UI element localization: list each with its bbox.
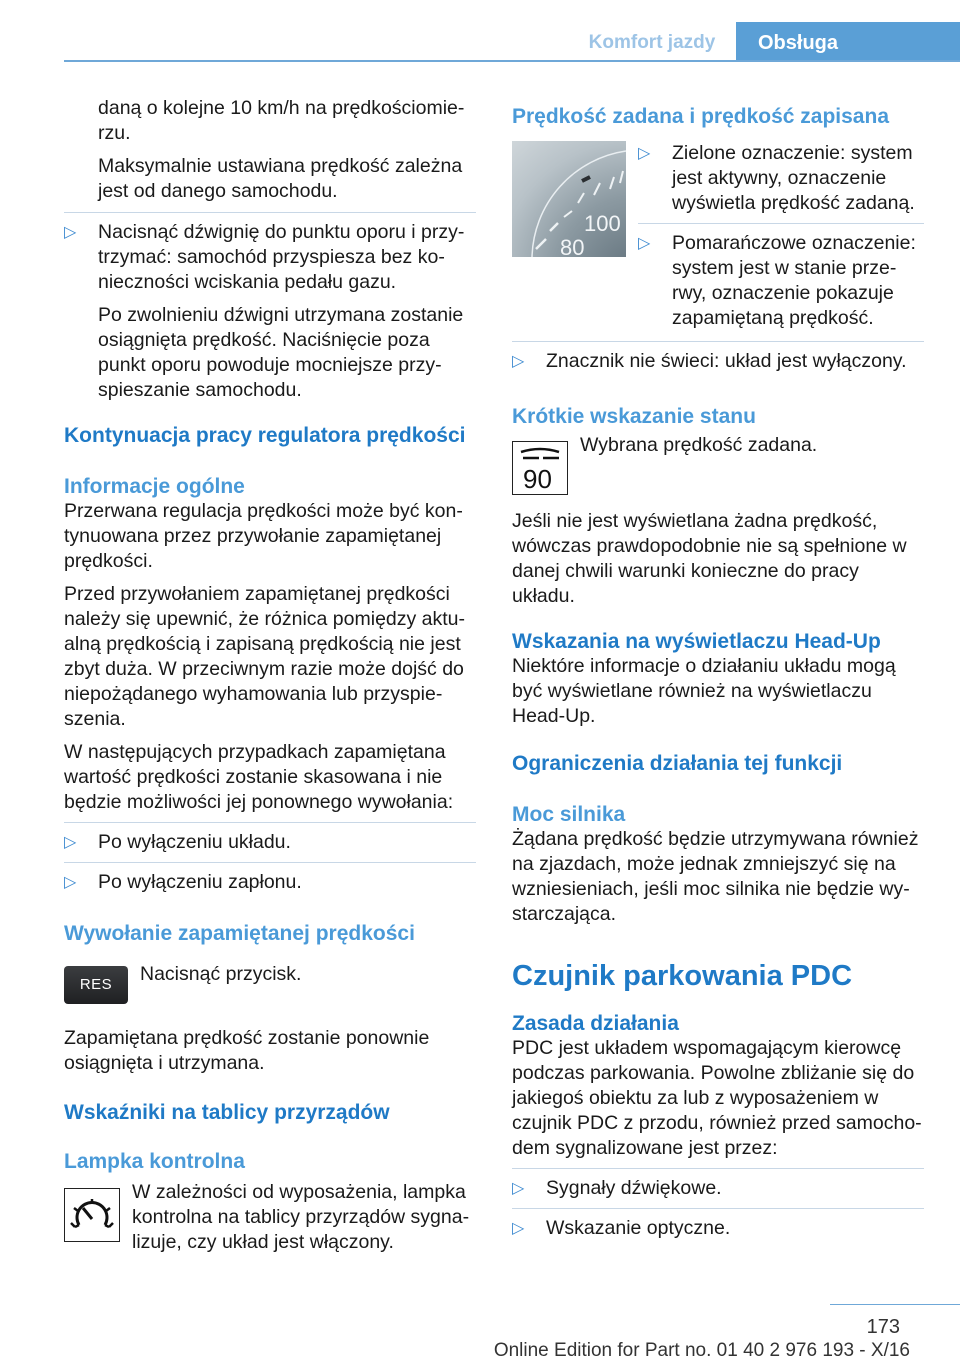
footer-edition: Online Edition for Part no. 01 40 2 976 193 - X/16	[493, 1340, 910, 1361]
list-separator	[638, 223, 924, 224]
triangle-bullet-icon: ▷	[64, 874, 77, 891]
list-item-text: Zielone oznaczenie: system jest aktywny, oznaczenie wyświetla prędkość zadaną.	[672, 142, 915, 214]
list-item	[64, 220, 476, 403]
paragraph: Przerwana regulacja prędkości może być kontynuowana przez przywołanie zapamiętanej prędkości.	[64, 500, 463, 572]
res-text: Nacisnąć przycisk.	[140, 963, 302, 985]
triangle-bullet-icon: ▷	[638, 235, 651, 252]
triangle-bullet-icon: ▷	[64, 224, 77, 241]
heading-informacje: Informacje ogólne	[64, 475, 245, 498]
triangle-bullet-icon: ▷	[638, 145, 651, 162]
list-item	[512, 1176, 924, 1201]
heading-zasada: Zasada działania	[512, 1012, 679, 1035]
list-item-text: Po wyłączeniu układu.	[98, 831, 291, 853]
list-item	[638, 231, 924, 331]
heading-pdc: Czujnik parkowania PDC	[512, 960, 853, 992]
paragraph: Zapamiętana prędkość zostanie ponownie osiągnięta i utrzymana.	[64, 1027, 430, 1074]
paragraph: Żądana prędkość będzie utrzymywana również na zjazdach, może jednak zmniejszyć się na wzniesieniach, jeśli moc silnika nie będzie wystarczająca.	[512, 828, 919, 925]
paragraph: Jeśli nie jest wyświetlana żadna prędkość, wówczas prawdopodobnie nie są spełnione w danej chwili warunki konieczne do pracy układu.	[512, 510, 907, 607]
heading-wywolanie: Wywołanie zapamiętanej prędkości	[64, 922, 415, 945]
heading-lampka: Lampka kontrolna	[64, 1150, 245, 1173]
paragraph: Maksymalnie ustawiana prędkość zależna jest od danego samochodu.	[98, 155, 463, 202]
list-separator	[64, 822, 476, 823]
triangle-bullet-icon: ▷	[512, 1220, 525, 1237]
list-item-text: Pomarańczowe oznaczenie: system jest w stanie przerwy, oznaczenie pokazuje zapamiętaną prędkość.	[672, 232, 916, 329]
cruise-control-lamp-icon	[64, 1188, 120, 1242]
header-section: Komfort jazdy	[588, 32, 716, 53]
footer-rule	[830, 1304, 960, 1305]
paragraph: daną o kolejne 10 km/h na prędkościomierzu.	[98, 97, 465, 144]
heading-ograniczenia: Ograniczenia działania tej funkcji	[512, 752, 843, 775]
heading-predkosc: Prędkość zadana i prędkość zapisana	[512, 105, 889, 128]
header-rule	[64, 60, 960, 62]
list-item-text: Nacisnąć dźwignię do punktu oporu i przytrzymać: samochód przyspiesza bez konieczności wciskania pedału gazu.	[98, 221, 465, 293]
res-button-icon: RES	[64, 966, 128, 1004]
list-item	[638, 141, 924, 216]
short-indicator-value: 90	[523, 464, 552, 494]
list-item	[64, 830, 476, 855]
gauge-label-100: 100	[584, 211, 621, 236]
gauge-row	[512, 141, 924, 331]
list-item	[512, 349, 924, 374]
heading-kontynuacja: Kontynuacja pracy regulatora prędkości	[64, 424, 466, 447]
triangle-bullet-icon: ▷	[512, 1180, 525, 1197]
speedometer-image	[512, 141, 626, 257]
list-item-text: Sygnały dźwiękowe.	[546, 1177, 722, 1199]
lampka-row	[64, 1180, 476, 1255]
right-column	[512, 96, 924, 1241]
list-separator	[512, 1208, 924, 1209]
short-indicator-row	[512, 433, 924, 495]
page-number: 173	[866, 1316, 900, 1338]
heading-moc: Moc silnika	[512, 803, 626, 826]
paragraph: Niektóre informacje o działaniu układu mogą być wyświetlane również na wyświetlaczu Head-Up.	[512, 655, 896, 727]
short-indicator-text: Wybrana prędkość zadana.	[580, 434, 818, 456]
lampka-text: W zależności od wyposażenia, lampka kontrolna na tablicy przyrządów sygnalizuje, czy układ jest włączony.	[132, 1181, 470, 1253]
list-item	[512, 1216, 924, 1241]
set-speed-indicator-icon	[512, 441, 568, 495]
list-item-text: Po wyłączeniu zapłonu.	[98, 871, 302, 893]
list-separator	[64, 862, 476, 863]
left-column	[64, 96, 476, 1255]
res-row	[64, 962, 476, 1004]
heading-headup: Wskazania na wyświetlaczu Head-Up	[512, 630, 881, 653]
list-item-text: Znacznik nie świeci: układ jest wyłączony.	[546, 350, 907, 372]
list-item-text: Wskazanie optyczne.	[546, 1217, 731, 1239]
list-separator	[64, 212, 476, 213]
gauge-label-80: 80	[560, 235, 585, 257]
list-item	[64, 870, 476, 895]
list-item-subtext: Po zwolnieniu dźwigni utrzymana zostanie osiągnięta prędkość. Naciśnięcie poza punkt oporu powoduje mocniejsze przyspieszanie samochodu.	[98, 304, 464, 401]
list-separator	[512, 1168, 924, 1169]
triangle-bullet-icon: ▷	[512, 353, 525, 370]
list-separator	[512, 341, 924, 342]
heading-krotkie: Krótkie wskazanie stanu	[512, 405, 756, 428]
heading-wskazniki: Wskaźniki na tablicy przyrządów	[64, 1101, 390, 1124]
paragraph: PDC jest układem wspomagającym kierowcę podczas parkowania. Powolne zbliżanie się do jakiegoś obiektu za lub z wyposażeniem w czujnik PDC z przodu, również przed samochodem sygnalizowane jest przez:	[512, 1037, 922, 1159]
triangle-bullet-icon: ▷	[64, 834, 77, 851]
paragraph: W następujących przypadkach zapamiętana wartość prędkości zostanie skasowana i nie będzie możliwości jej ponownego wywołania:	[64, 741, 454, 813]
header-tab: Obsługa	[736, 22, 960, 62]
paragraph: Przed przywołaniem zapamiętanej prędkości należy się upewnić, że różnica pomiędzy aktualną prędkością i zapisaną prędkością nie jest zbyt duża. W przeciwnym razie może dojść do niepożądanego wyhamowania lub przyspieszenia.	[64, 583, 466, 730]
